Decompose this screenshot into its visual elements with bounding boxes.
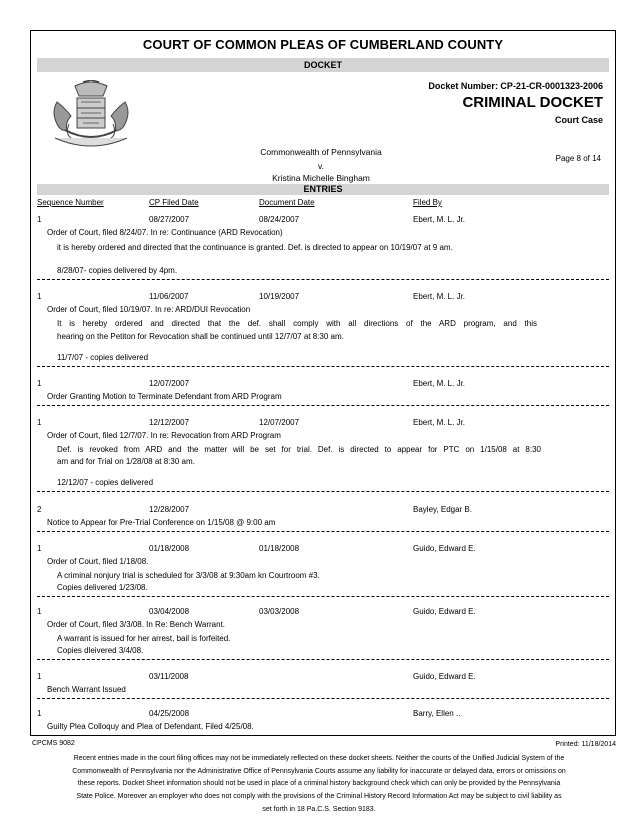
entries-band: ENTRIES: [37, 184, 609, 195]
entry-title: Order of Court, filed 8/24/07. In re: Continuance (ARD Revocation): [47, 228, 283, 237]
entry-separator: [37, 596, 609, 598]
entry-separator: [37, 366, 609, 368]
entry-cp-date: 11/06/2007: [149, 292, 189, 301]
entry-text: hearing on the Petiton for Revocation shall be continued until 12/7/07 at 8:30 am.: [57, 332, 344, 341]
entry-cp-date: 12/28/2007: [149, 505, 190, 514]
caption-versus: v.: [318, 161, 324, 171]
entry-filed-by: Ebert, M. L. Jr.: [413, 215, 466, 224]
entry-text: it is hereby ordered and directed that the continuance is granted. Def. is directed to appear on 10/19/07 at 9 am.: [57, 243, 453, 252]
disclaimer: Recent entries made in the court filing offices may not be immediately reflected on these docket sheets. Neither the courts of the Unified Judicial System of the Commonwealth of Pennsylvania nor the Administrative Office of Pennsylvania Courts assume any liability for inaccurate or delayed data, errors or omissions on these reports. Docket Sheet information should not be used in place of a criminal history background check which can only be provided by the Pennsylvania State Police. Moreover an employer who does not comply with the provisions of the Criminal History Record Information Act may be subject to civil liability as set forth in 18 Pa.C.S. Section 9183.: [72, 755, 566, 813]
entry-separator: [37, 491, 609, 493]
entry-document-date: 10/19/2007: [259, 292, 300, 301]
entry-text: Def. is revoked from ARD and the matter will be set for trial. Def. is directed to appear for PTC on 1/15/08 at 8:30: [57, 445, 541, 454]
page-indicator: Page 8 of 14: [555, 154, 601, 163]
form-id: CPCMS 9082: [32, 740, 75, 747]
docket-page: [30, 30, 616, 736]
entry-filed-by: Guido, Edward E.: [413, 672, 476, 681]
entry-sequence: 1: [37, 709, 42, 718]
entry-title: Order of Court, filed 1/18/08.: [47, 557, 149, 566]
entry-document-date: 12/07/2007: [259, 418, 300, 427]
entry-filed-by: Barry, Ellen ..: [413, 709, 461, 718]
entry-separator: [37, 698, 609, 700]
entry-title: Notice to Appear for Pre-Trial Conference on 1/15/08 @ 9:00 am: [47, 518, 276, 527]
docket-band: DOCKET: [37, 58, 609, 72]
entry-separator: [37, 531, 609, 533]
entry-text: Copies dleivered 3/4/08.: [57, 646, 144, 655]
entry-cp-date: 03/04/2008: [149, 607, 190, 616]
pennsylvania-seal-icon: [45, 80, 137, 150]
caption-defendant: Kristina Michelle Bingham: [272, 173, 370, 183]
entry-filed-by: Ebert, M. L. Jr.: [413, 418, 466, 427]
column-header-filed-by: Filed By: [413, 198, 442, 207]
entry-title: Order of Court, filed 12/7/07. In re: Revocation from ARD Program: [47, 431, 281, 440]
entry-text: 11/7/07 - copies delivered: [57, 353, 149, 362]
entry-filed-by: Bayley, Edgar B.: [413, 505, 472, 514]
printed-date: Printed: 11/18/2014: [555, 741, 616, 748]
entry-cp-date: 12/12/2007: [149, 418, 190, 427]
entry-title: Order of Court, filed 10/19/07. In re: ARD/DUI Revocation: [47, 305, 251, 314]
column-header-cp-filed: CP Filed Date: [149, 198, 199, 207]
entry-cp-date: 01/18/2008: [149, 544, 190, 553]
caption-plaintiff: Commonwealth of Pennsylvania: [260, 147, 382, 157]
entry-text: 8/28/07- copies delivered by 4pm.: [57, 266, 178, 275]
entry-title: Bench Warrant Issued: [47, 685, 126, 694]
entry-sequence: 1: [37, 379, 42, 388]
entry-document-date: 03/03/2008: [259, 607, 300, 616]
entry-sequence: 1: [37, 544, 42, 553]
docket-type: CRIMINAL DOCKET: [462, 94, 603, 111]
entry-separator: [37, 279, 609, 281]
entry-cp-date: 08/27/2007: [149, 215, 190, 224]
entry-sequence: 1: [37, 215, 42, 224]
entry-cp-date: 04/25/2008: [149, 709, 190, 718]
entry-sequence: 1: [37, 418, 42, 427]
entry-text: Copies delivered 1/23/08.: [57, 583, 148, 592]
entry-text: A warrant is issued for her arrest, bail is forfeited.: [57, 634, 231, 643]
entry-text: A criminal nonjury trial is scheduled for 3/3/08 at 9:30am kn Courtroom #3.: [57, 571, 320, 580]
entry-cp-date: 12/07/2007: [149, 379, 190, 388]
entry-filed-by: Guido, Edward E.: [413, 607, 476, 616]
entry-document-date: 08/24/2007: [259, 215, 300, 224]
entry-sequence: 1: [37, 672, 42, 681]
entry-sequence: 1: [37, 607, 42, 616]
entry-cp-date: 03/11/2008: [149, 672, 189, 681]
entry-title: Guilty Plea Colloquy and Plea of Defendant, Filed 4/25/08.: [47, 722, 254, 731]
entry-filed-by: Ebert, M. L. Jr.: [413, 379, 466, 388]
entry-title: Order of Court, filed 3/3/08. In Re: Bench Warrant.: [47, 620, 226, 629]
entry-sequence: 1: [37, 292, 42, 301]
entry-document-date: 01/18/2008: [259, 544, 300, 553]
entry-filed-by: Ebert, M. L. Jr.: [413, 292, 466, 301]
entry-title: Order Granting Motion to Terminate Defendant from ARD Program: [47, 392, 282, 401]
entry-text: It is hereby ordered and directed that the def. shall comply with all directions of the ARD program, and this: [57, 319, 537, 328]
entry-filed-by: Guido, Edward E.: [413, 544, 476, 553]
docket-number: Docket Number: CP-21-CR-0001323-2006: [428, 81, 603, 91]
entry-text: 12/12/07 - copies delivered: [57, 478, 154, 487]
column-header-sequence: Sequence Number: [37, 198, 104, 207]
entry-sequence: 2: [37, 505, 42, 514]
case-type: Court Case: [554, 115, 603, 125]
entry-separator: [37, 405, 609, 407]
court-title: COURT OF COMMON PLEAS OF CUMBERLAND COUNTY: [142, 37, 504, 52]
entry-text: am and for Trial on 1/28/08 at 8:30 am.: [57, 457, 195, 466]
entry-separator: [37, 659, 609, 661]
column-header-document-date: Document Date: [259, 198, 315, 207]
